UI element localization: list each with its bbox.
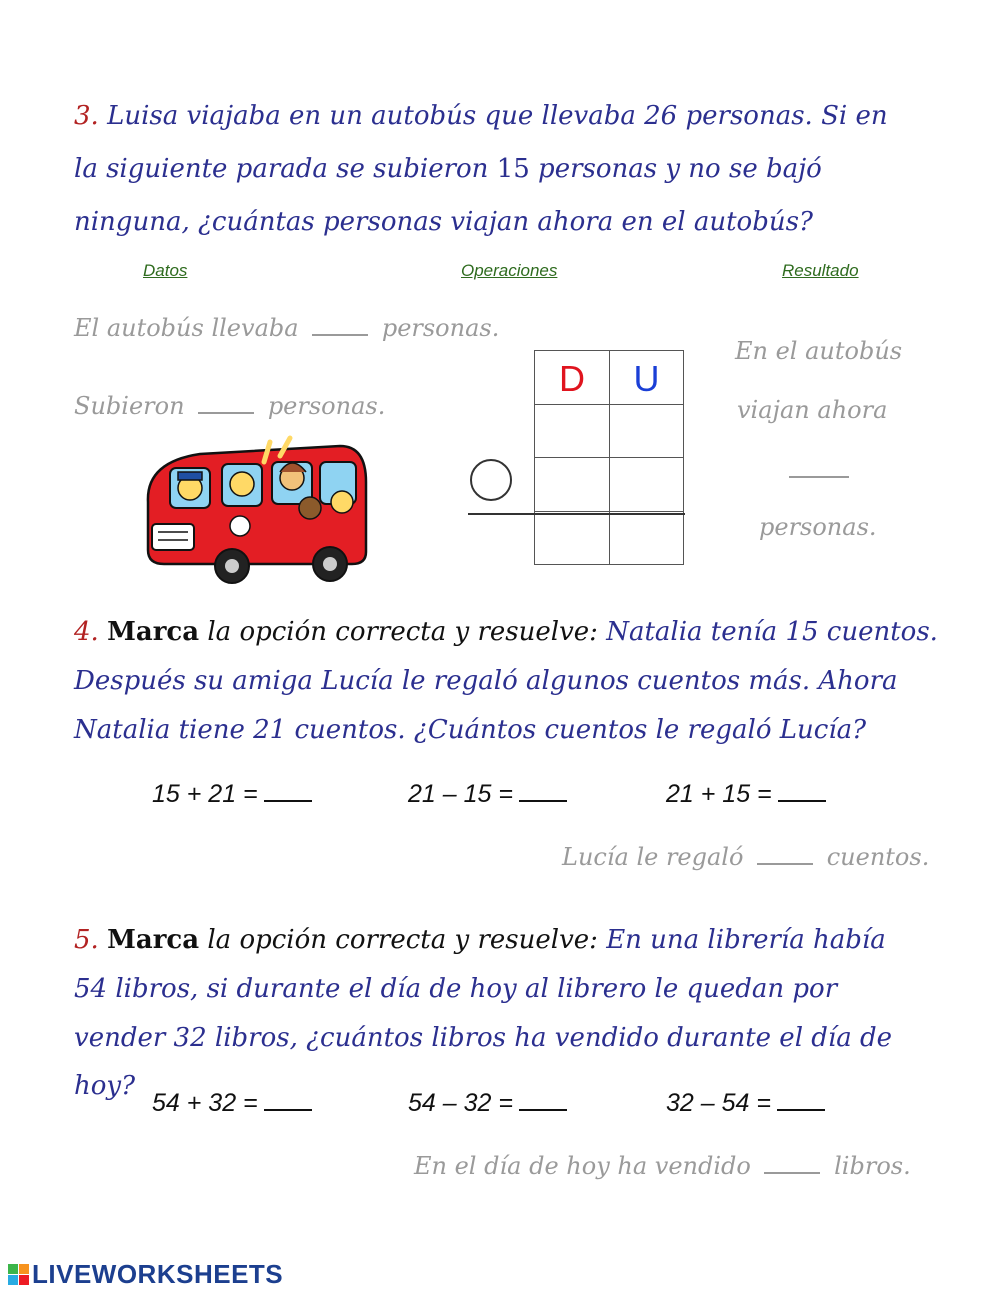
liveworksheets-logo[interactable] <box>8 1259 283 1290</box>
problem4-answer-blank[interactable] <box>757 845 813 865</box>
resultado-header: Resultado <box>782 261 859 280</box>
bus-illustration <box>140 432 372 598</box>
problem4-line1: 4. Marca la opción correcta y resuelve: Natalia tenía 15 cuentos. <box>74 617 938 647</box>
problem5-number: 5. <box>74 925 99 955</box>
data2-blank[interactable] <box>198 394 254 414</box>
operaciones-header: Operaciones <box>461 261 558 280</box>
sum-line <box>468 513 685 515</box>
problem4-option-1[interactable]: 15 + 21 = <box>152 780 312 809</box>
grid-cell-u3[interactable] <box>609 511 684 565</box>
problem4-option-2[interactable]: 21 – 15 = <box>408 780 567 809</box>
problem3-line1: 3. Luisa viajaba en un autobús que llevaba 26 personas. Si en <box>74 101 888 131</box>
logo-blocks-icon <box>8 1264 29 1285</box>
result-line-4: personas. <box>759 513 877 541</box>
operation-grid <box>534 350 684 565</box>
problem3-line2: la siguiente parada se subieron 15 personas y no se bajó <box>74 154 822 184</box>
grid-cell-d3[interactable] <box>534 511 610 565</box>
option-blank[interactable] <box>264 780 312 802</box>
datos-header: Datos <box>143 261 188 280</box>
problem5-line1: 5. Marca la opción correcta y resuelve: En una librería había <box>74 925 886 955</box>
option-blank[interactable] <box>777 1089 825 1111</box>
problem5-line2: 54 libros, si durante el día de hoy al librero le quedan por <box>74 974 838 1004</box>
problem3-line3: ninguna, ¿cuántas personas viajan ahora en el autobús? <box>74 207 813 237</box>
grid-cell-u1[interactable] <box>609 404 684 458</box>
problem4-line3: Natalia tiene 21 cuentos. ¿Cuántos cuentos le regaló Lucía? <box>74 715 867 745</box>
data-line-1: El autobús llevaba personas. <box>74 314 500 342</box>
problem4-option-3[interactable]: 21 + 15 = <box>666 780 826 809</box>
data1-blank[interactable] <box>312 316 368 336</box>
problem5-answer: En el día de hoy ha vendido libros. <box>414 1152 911 1180</box>
grid-header-u: U <box>609 350 684 405</box>
problem4-number: 4. <box>74 617 99 647</box>
problem3-number: 3. <box>74 101 99 131</box>
grid-cell-u2[interactable] <box>609 457 684 512</box>
problem5-option-3[interactable]: 32 – 54 = <box>666 1089 825 1118</box>
grid-cell-d1[interactable] <box>534 404 610 458</box>
problem5-option-2[interactable]: 54 – 32 = <box>408 1089 567 1118</box>
option-blank[interactable] <box>519 1089 567 1111</box>
grid-header-d: D <box>534 350 610 405</box>
problem4-line2: Después su amiga Lucía le regaló algunos cuentos más. Ahora <box>74 666 898 696</box>
option-blank[interactable] <box>778 780 826 802</box>
problem5-line3: vender 32 libros, ¿cuántos libros ha vendido durante el día de <box>74 1023 893 1053</box>
operator-circle[interactable] <box>470 459 512 501</box>
result-blank[interactable] <box>789 476 849 478</box>
problem5-line4: hoy? <box>74 1071 136 1101</box>
option-blank[interactable] <box>519 780 567 802</box>
problem4-answer: Lucía le regaló cuentos. <box>562 843 930 871</box>
problem5-answer-blank[interactable] <box>764 1154 820 1174</box>
problem5-option-1[interactable]: 54 + 32 = <box>152 1089 312 1118</box>
option-blank[interactable] <box>264 1089 312 1111</box>
result-line-1: En el autobús <box>735 337 903 365</box>
logo-text: LIVEWORKSHEETS <box>32 1259 284 1289</box>
result-line-2: viajan ahora <box>737 396 888 424</box>
data-line-2: Subieron personas. <box>74 392 386 420</box>
grid-cell-d2[interactable] <box>534 457 610 512</box>
